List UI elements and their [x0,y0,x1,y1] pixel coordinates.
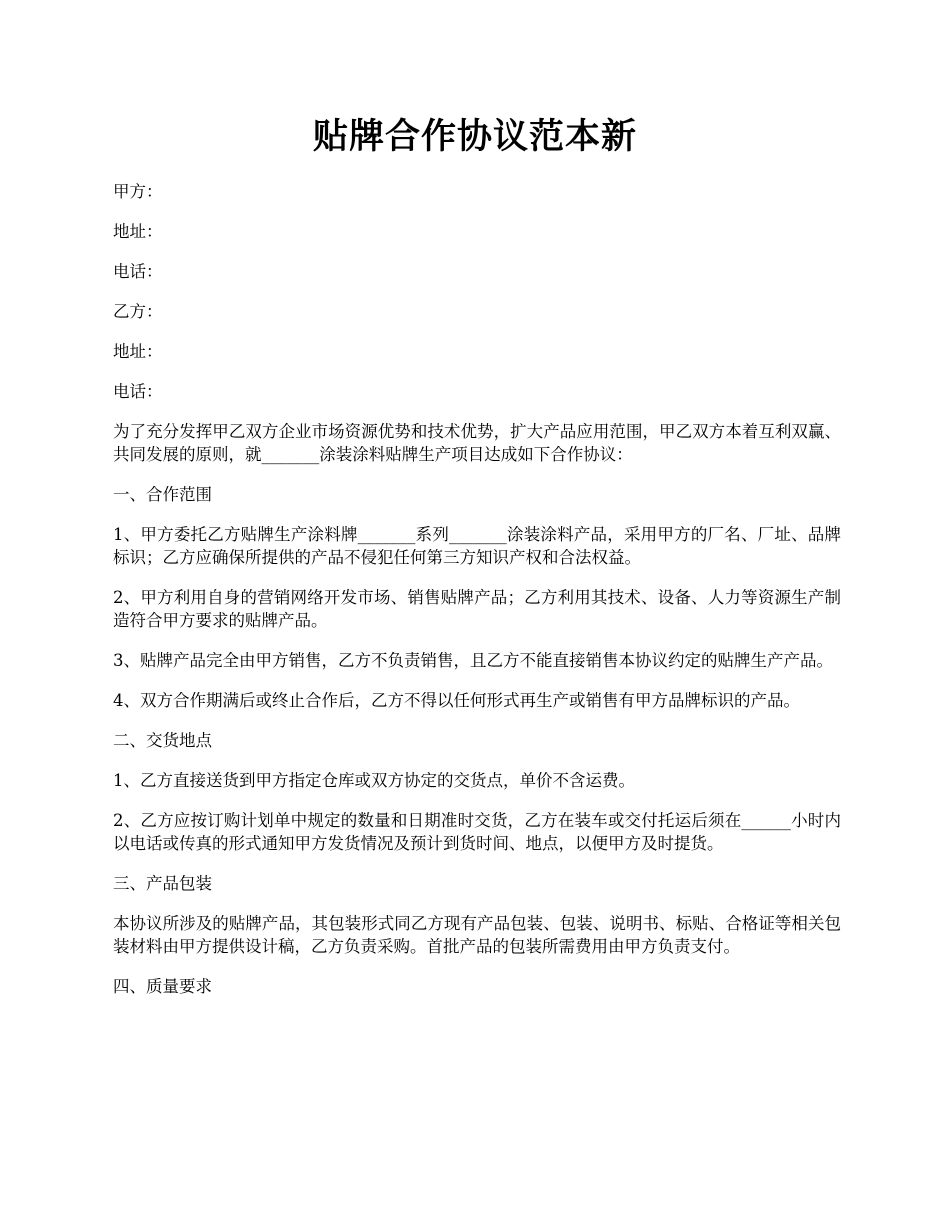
clause-3-1: 本协议所涉及的贴牌产品，其包装形式同乙方现有产品包装、包装、说明书、标贴、合格证等相关包装材料由甲方提供设计稿，乙方负责采购。首批产品的包装所需费用由甲方负责支付。 [113,914,841,956]
party-a-phone-label: 电话： [113,262,163,281]
clause-1-4: 4、双方合作期满后或终止合作后，乙方不得以任何形式再生产或销售有甲方品牌标识的产品。 [113,691,800,710]
clause-1-3: 3、贴牌产品完全由甲方销售，乙方不负责销售，且乙方不能直接销售本协议约定的贴牌生产产品。 [113,651,833,670]
party-b-label: 乙方： [113,302,163,321]
section-heading-packaging: 三、产品包装 [113,874,212,893]
party-a-label: 甲方： [113,182,163,201]
party-b-phone-label: 电话： [113,382,163,401]
section-heading-delivery-location: 二、交货地点 [113,731,212,750]
clause-1-1: 1、甲方委托乙方贴牌生产涂料牌_______系列_______涂装涂料产品，采用甲方的厂名、厂址、品牌标识；乙方应确保所提供的产品不侵犯任何第三方知识产权和合法权益。 [113,525,841,567]
section-heading-quality: 四、质量要求 [113,977,212,996]
clause-1-2: 2、甲方利用自身的营销网络开发市场、销售贴牌产品；乙方利用其技术、设备、人力等资源生产制造符合甲方要求的贴牌产品。 [113,588,841,630]
preamble-paragraph: 为了充分发挥甲乙双方企业市场资源优势和技术优势，扩大产品应用范围，甲乙双方本着互利双赢、共同发展的原则，就_______涂装涂料贴牌生产项目达成如下合作协议： [113,422,841,464]
party-a-address-label: 地址： [113,222,163,241]
document-body [113,180,841,1015]
clause-2-1: 1、乙方直接送货到甲方指定仓库或双方协定的交货点，单价不含运费。 [113,771,635,790]
clause-2-2: 2、乙方应按订购计划单中规定的数量和日期准时交货，乙方在装车或交付托运后须在______小时内以电话或传真的形式通知甲方发货情况及预计到货时间、地点，以便甲方及时提货。 [113,811,841,853]
section-heading-cooperation-scope: 一、合作范围 [113,485,212,504]
party-b-address-label: 地址： [113,342,163,361]
document-title: 贴牌合作协议范本新 [312,116,637,157]
